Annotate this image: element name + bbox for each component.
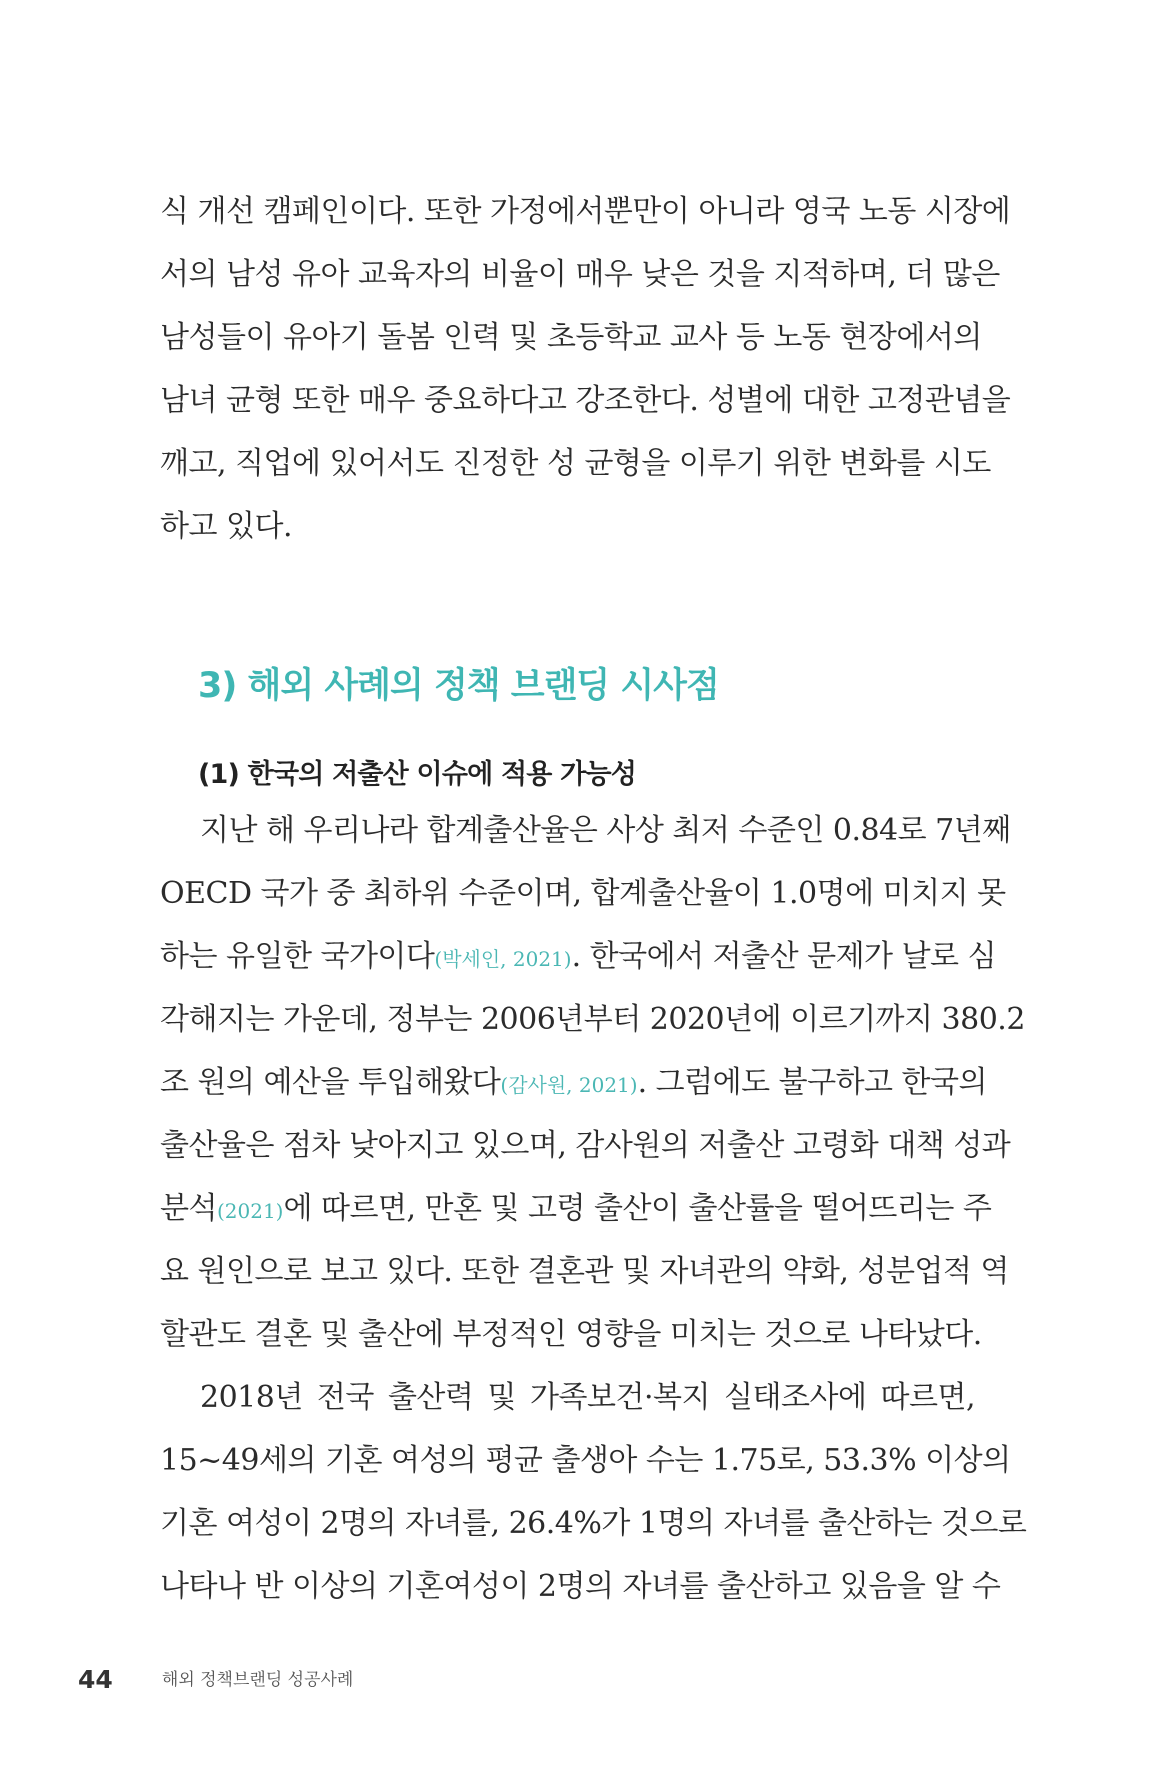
text-line: 나타나 반 이상의 기혼여성이 2명의 자녀를 출산하고 있음을 알 수	[160, 1569, 1001, 1604]
running-title: 해외 정책브랜딩 성공사례	[161, 1670, 354, 1690]
text-line: 할관도 결혼 및 출산에 부정적인 영향을 미치는 것으로 나타났다.	[160, 1317, 982, 1352]
text-line: 식 개선 캠페인이다. 또한 가정에서뿐만이 아니라 영국 노동 시장에	[160, 194, 1011, 229]
text-line: 지난 해 우리나라 합계출산율은 사상 최저 수준인 0.84로 7년째	[200, 813, 1011, 848]
line-text: 조 원의 예산을 투입해왔다	[160, 1065, 501, 1100]
citation: (감사원, 2021)	[500, 1073, 638, 1097]
text-line: 하고 있다.	[160, 509, 292, 544]
text-line: 기혼 여성이 2명의 자녀를, 26.4%가 1명의 자녀를 출산하는 것으로	[160, 1506, 1027, 1541]
text-line: 요 원인으로 보고 있다. 또한 결혼관 및 자녀관의 약화, 성분업적 역	[160, 1254, 1009, 1289]
line-text: 에 따르면, 만혼 및 고령 출산이 출산률을 떨어뜨리는 주	[283, 1191, 992, 1226]
text-line: 서의 남성 유아 교육자의 비율이 매우 낮은 것을 지적하며, 더 많은	[160, 257, 1000, 292]
body-paragraph-1	[160, 799, 1025, 1366]
line-text: . 한국에서 저출산 문제가 날로 심	[571, 939, 997, 974]
text-line-with-citation	[160, 925, 997, 988]
line-text: 분석	[160, 1191, 217, 1226]
text-line-with-citation	[160, 1051, 988, 1114]
text-line: 깨고, 직업에 있어서도 진정한 성 균형을 이루기 위한 변화를 시도	[160, 446, 991, 481]
line-text: 하는 유일한 국가이다	[160, 939, 435, 974]
citation: (2021)	[216, 1199, 284, 1223]
page-footer	[78, 1665, 353, 1694]
text-line: 남녀 균형 또한 매우 중요하다고 강조한다. 성별에 대한 고정관념을	[160, 383, 1011, 418]
page-number: 44	[78, 1665, 113, 1694]
text-line-with-citation	[160, 1177, 992, 1240]
text-line: 15~49세의 기혼 여성의 평균 출생아 수는 1.75로, 53.3% 이상의	[160, 1443, 1011, 1478]
text-line: 남성들이 유아기 돌봄 인력 및 초등학교 교사 등 노동 현장에서의	[160, 320, 982, 355]
body-paragraph-2	[160, 1366, 1027, 1618]
text-line: 출산율은 점차 낮아지고 있으며, 감사원의 저출산 고령화 대책 성과	[160, 1128, 1011, 1163]
intro-paragraph	[160, 180, 1011, 558]
text-line: 각해지는 가운데, 정부는 2006년부터 2020년에 이르기까지 380.2	[160, 1002, 1025, 1037]
text-line: 2018년 전국 출산력 및 가족보건·복지 실태조사에 따르면,	[200, 1380, 975, 1415]
line-text: . 그럼에도 불구하고 한국의	[637, 1065, 988, 1100]
section-title: 3) 해외 사례의 정책 브랜딩 시사점	[198, 666, 719, 706]
text-line: OECD 국가 중 최하위 수준이며, 합계출산율이 1.0명에 미치지 못	[160, 876, 1006, 911]
citation: (박세인, 2021)	[434, 947, 572, 971]
subsection-title: (1) 한국의 저출산 이슈에 적용 가능성	[198, 759, 637, 790]
